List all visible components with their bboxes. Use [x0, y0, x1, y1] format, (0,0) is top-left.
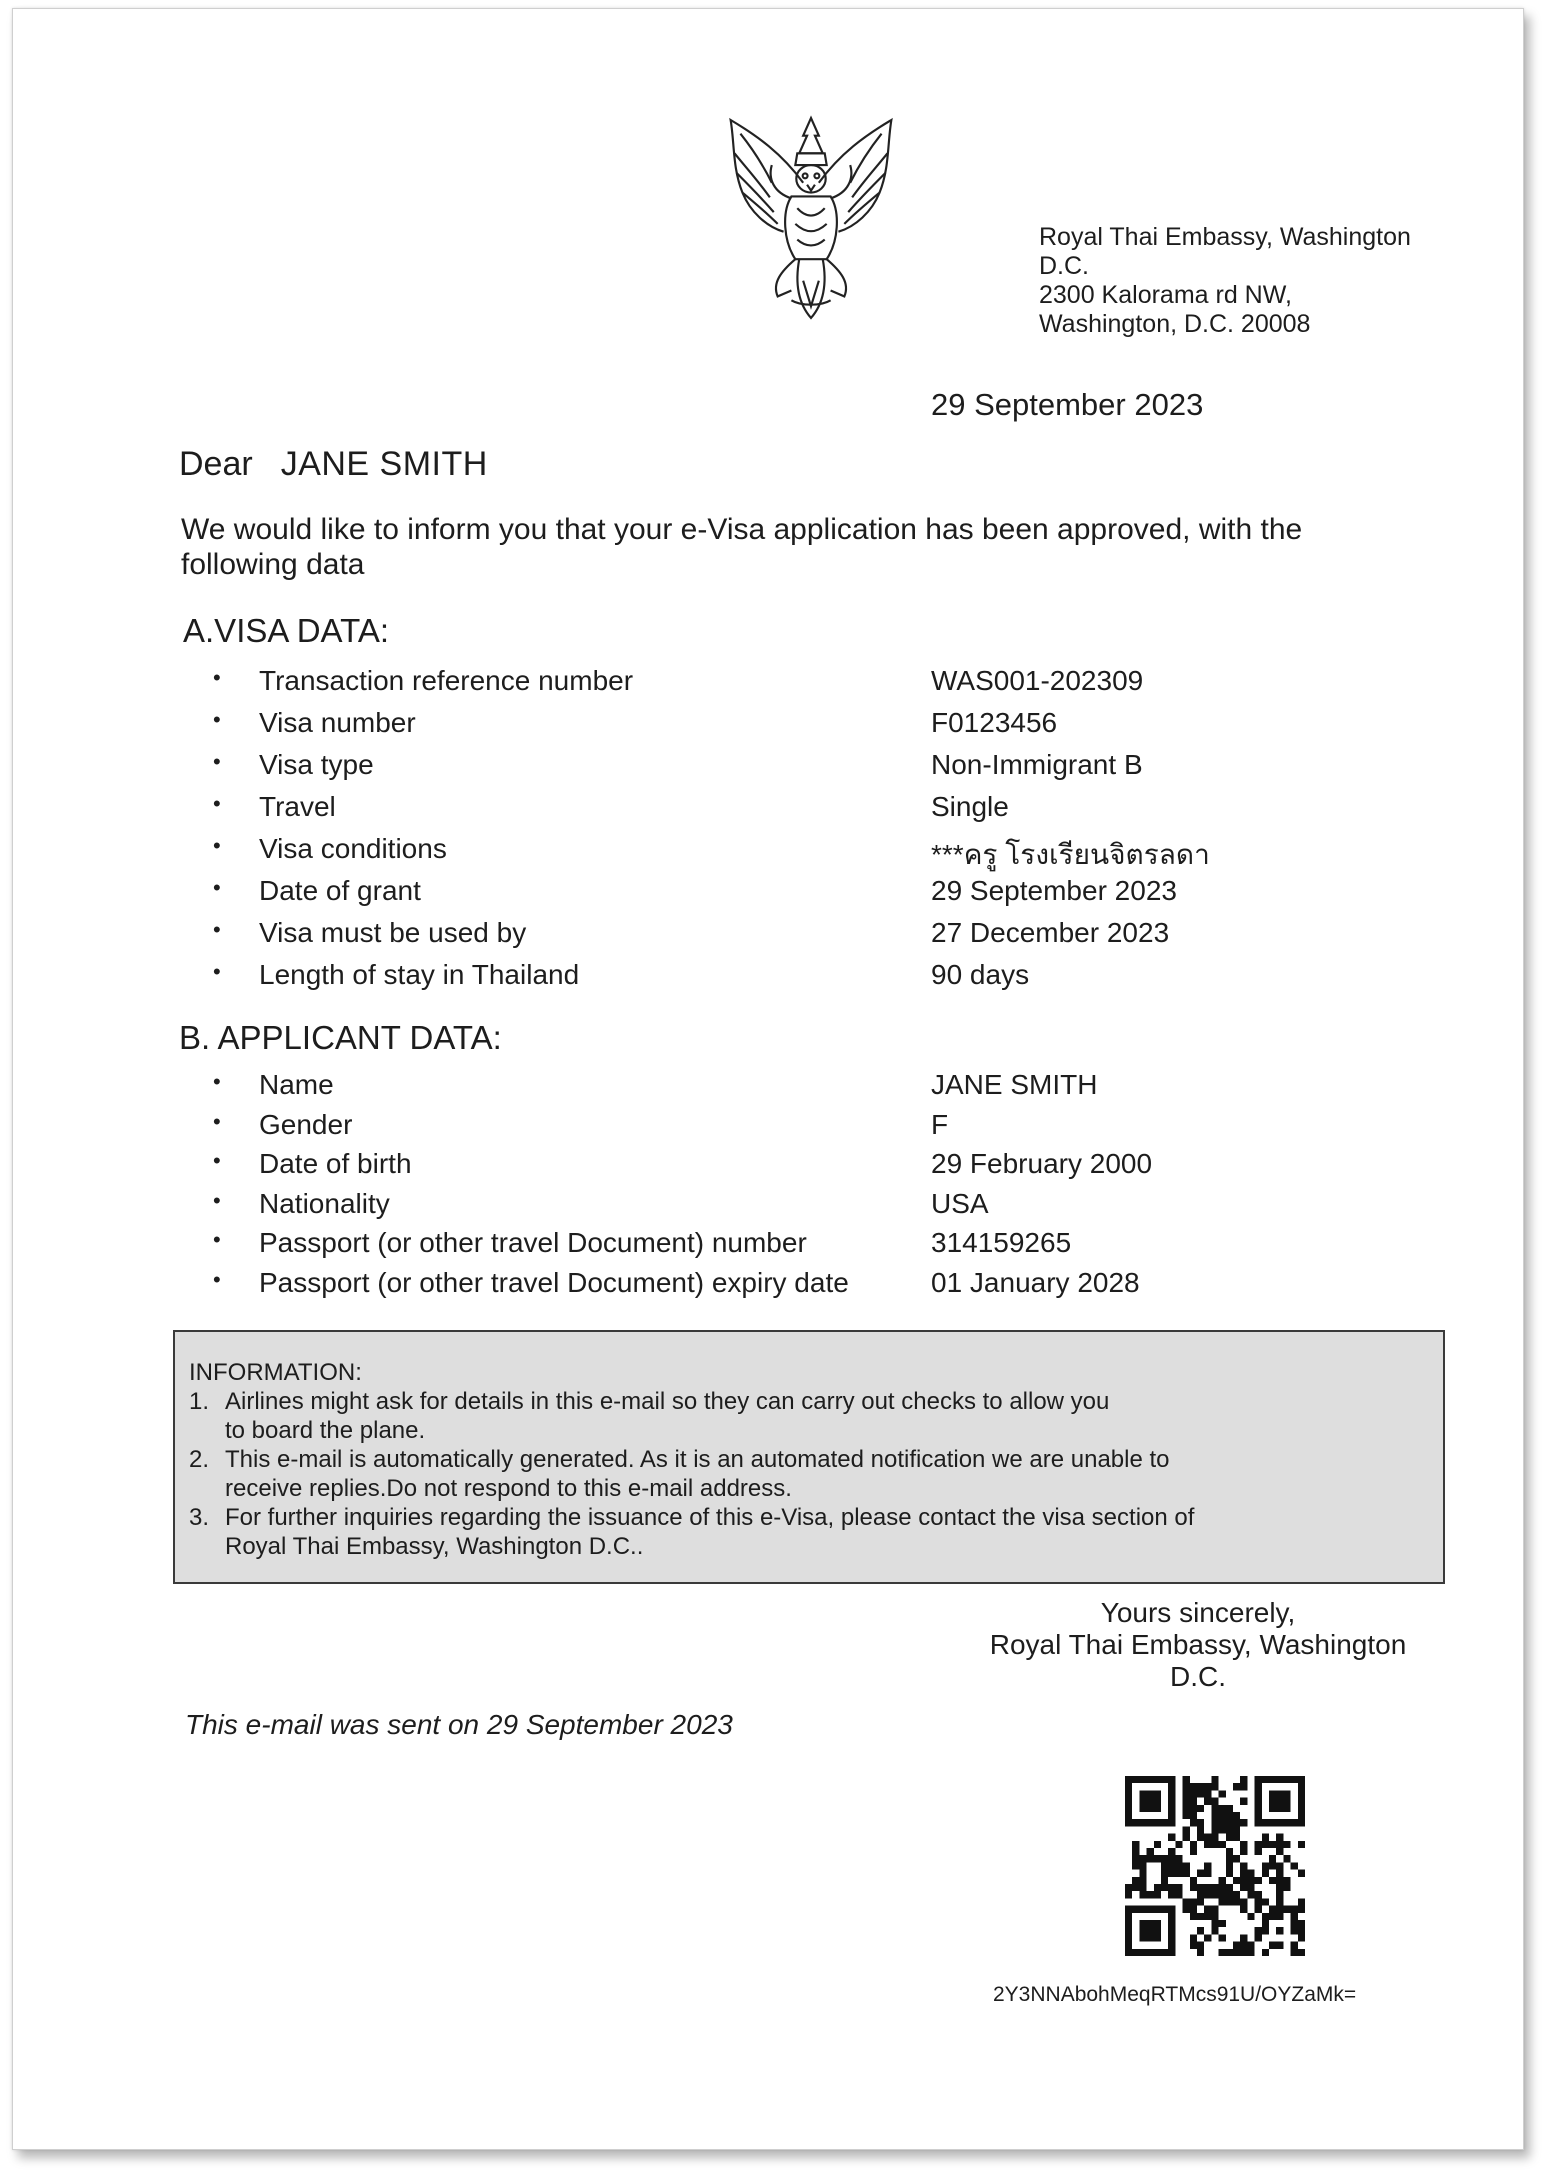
visa-data-label: Length of stay in Thailand [259, 959, 580, 990]
closing-signature [958, 1597, 1438, 1693]
information-item-line: to board the plane. [225, 1417, 426, 1444]
applicant-data-label: Passport (or other travel Document) number [259, 1227, 807, 1258]
closing-line-2: Royal Thai Embassy, Washington [989, 1629, 1407, 1660]
visa-data-value: Non-Immigrant B [931, 749, 1143, 780]
bullet: • [213, 707, 221, 732]
visa-data-label: Travel [259, 791, 336, 822]
visa-data-value: 90 days [931, 959, 1030, 990]
visa-data-value: F0123456 [931, 707, 1058, 738]
embassy-name-cont: D.C. [1039, 252, 1089, 280]
applicant-data-value: F [931, 1108, 949, 1140]
information-list [189, 1387, 1419, 1561]
information-item-line: This e-mail is automatically generated. As it is an automated notification we are unable to [225, 1446, 1170, 1473]
applicant-data-label: Name [259, 1069, 334, 1100]
visa-data-label: Visa must be used by [259, 917, 527, 948]
bullet: • [213, 917, 221, 942]
visa-data-value: 29 September 2023 [931, 875, 1177, 906]
bullet: • [213, 749, 221, 774]
applicant-data-label: Date of birth [259, 1148, 412, 1179]
information-box [173, 1330, 1445, 1584]
applicant-data-value: USA [931, 1187, 989, 1219]
visa-data-label: Visa number [259, 707, 416, 738]
bullet: • [213, 1187, 221, 1213]
intro-paragraph: We would like to inform you that your e-Visa application has been approved, with the following data [181, 513, 1303, 581]
information-item [189, 1503, 1419, 1561]
visa-data-value: ***ครู โรงเรียนจิตรลดา [931, 839, 1210, 870]
information-item [189, 1387, 1419, 1445]
bullet: • [213, 1069, 221, 1094]
information-item [189, 1445, 1419, 1503]
visa-data-value: WAS001-202309 [931, 665, 1144, 696]
closing-line-3: D.C. [1170, 1661, 1226, 1692]
applicant-data-value: 29 February 2000 [931, 1148, 1153, 1179]
address-line-2: Washington, D.C. 20008 [1039, 310, 1311, 338]
applicant-data-value: 314159265 [931, 1227, 1072, 1258]
visa-data-heading: A.VISA DATA: [183, 612, 390, 649]
bullet: • [213, 875, 221, 900]
applicant-data-heading: B. APPLICANT DATA: [179, 1019, 502, 1056]
information-item-number: 2. [189, 1446, 210, 1473]
bullet: • [213, 1108, 221, 1134]
information-item-line: receive replies.Do not respond to this e-mail address. [225, 1475, 792, 1502]
information-item-number: 1. [189, 1388, 210, 1415]
embassy-address [1039, 223, 1411, 339]
letter-page [12, 8, 1524, 2150]
sent-date-note: This e-mail was sent on 29 September 2023 [185, 1709, 733, 1740]
salutation-greeting: Dear [179, 445, 253, 483]
bullet: • [213, 1148, 221, 1173]
visa-data-label: Visa type [259, 749, 374, 780]
visa-data-label: Transaction reference number [259, 665, 634, 696]
embassy-name: Royal Thai Embassy, Washington [1039, 223, 1411, 251]
visa-data-value: Single [931, 791, 1009, 822]
visa-data-label: Date of grant [259, 875, 421, 906]
visa-data-label: Visa conditions [259, 833, 447, 864]
bullet: • [213, 791, 221, 816]
information-item-line: Royal Thai Embassy, Washington D.C.. [225, 1533, 644, 1560]
visa-data-value: 27 December 2023 [931, 917, 1170, 948]
verification-code: 2Y3NNAbohMeqRTMcs91U/OYZaMk= [993, 1983, 1357, 2006]
applicant-data-value: JANE SMITH [931, 1069, 1098, 1100]
applicant-data-label: Passport (or other travel Document) expiry date [259, 1266, 849, 1298]
recipient-name: JANE SMITH [280, 445, 488, 483]
closing-line-1: Yours sincerely, [1100, 1597, 1296, 1628]
information-item-line: For further inquiries regarding the issuance of this e-Visa, please contact the visa section of [225, 1504, 1195, 1531]
information-item-line: Airlines might ask for details in this e-mail so they can carry out checks to allow you [225, 1388, 1110, 1415]
bullet: • [213, 1266, 221, 1292]
information-title: INFORMATION: [189, 1359, 362, 1386]
bullet: • [213, 959, 221, 984]
qr-code-icon [1125, 1776, 1305, 1956]
address-line-1: 2300 Kalorama rd NW, [1039, 281, 1292, 309]
letter-date: 29 September 2023 [931, 387, 1204, 422]
applicant-data-label: Gender [259, 1108, 353, 1140]
information-item-number: 3. [189, 1504, 210, 1531]
salutation [179, 445, 488, 484]
bullet: • [213, 665, 221, 690]
applicant-data-label: Nationality [259, 1187, 390, 1219]
applicant-data-value: 01 January 2028 [931, 1266, 1140, 1298]
garuda-emblem-icon [713, 112, 909, 324]
bullet: • [213, 1227, 221, 1252]
bullet: • [213, 833, 221, 858]
